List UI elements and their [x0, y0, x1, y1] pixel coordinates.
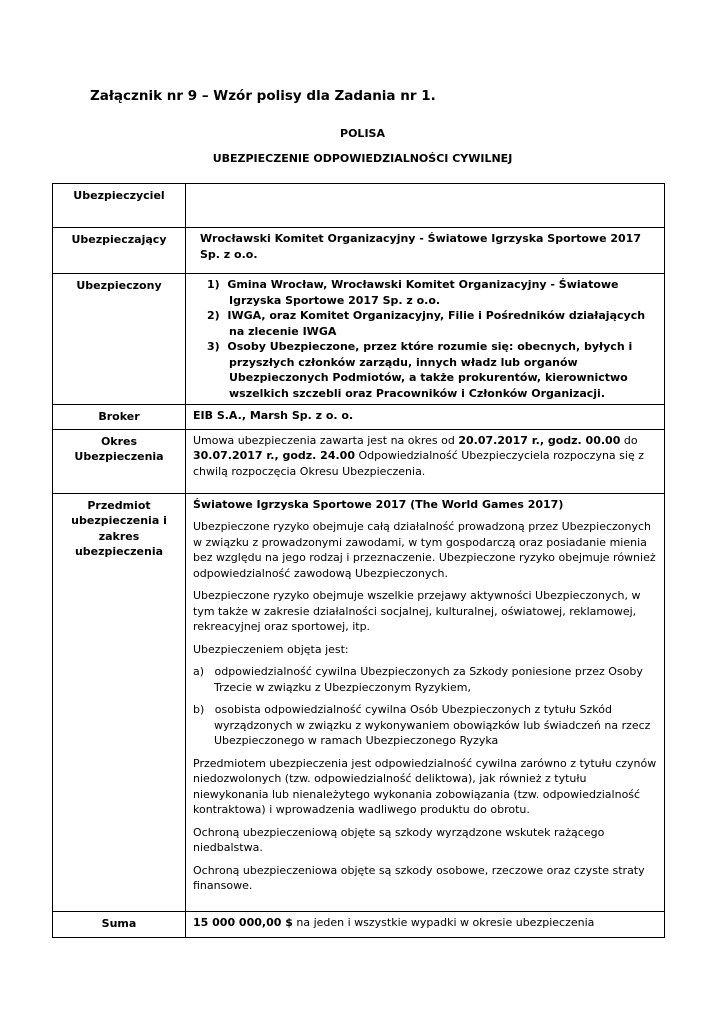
- insured-list: [193, 277, 658, 401]
- value-scope: [186, 493, 665, 911]
- value-period: [186, 429, 665, 493]
- insured-item: [199, 277, 658, 308]
- document-heading: Załącznik nr 9 – Wzór polisy dla Zadania nr 1.: [90, 88, 436, 104]
- scope-item-letter: a): [193, 665, 205, 678]
- row-broker: [53, 405, 665, 430]
- row-insured: [53, 274, 665, 405]
- insured-item: [199, 308, 658, 339]
- insured-item-text: Osoby Ubezpieczone, przez które rozumie się: obecnych, byłych i przyszłych członków zarządu, innych władz lub organów Ubezpieczonych Podmiotów, a także prokurentów, kierownictwo wszelkich szczebli oraz Pracowników i Członków Organizacji.: [227, 340, 633, 400]
- scope-list-item: [193, 702, 658, 749]
- scope-event-title: Światowe Igrzyska Sportowe 2017 (The World Games 2017): [193, 497, 564, 511]
- scope-paragraph-2: Ubezpieczone ryzyko obejmuje wszelkie przejawy aktywności Ubezpieczonych, w tym także w zakresie działalności socjalnej, kulturalnej, oświatowej, reklamowej, rekreacyjnej oraz sportowej, itp.: [193, 589, 641, 633]
- period-text-3: Odpowiedzialność Ubezpieczyciela rozpoczyna się z chwilą rozpoczęcia Okresu Ubezpieczenia.: [193, 449, 644, 478]
- document-subtitle: UBEZPIECZENIE ODPOWIEDZIALNOŚCI CYWILNEJ: [212, 152, 513, 165]
- scope-list: [193, 664, 658, 749]
- period-end: 30.07.2017 r., godz. 24.00: [193, 449, 355, 462]
- scope-item-text: odpowiedzialność cywilna Ubezpieczonych za Szkody poniesione przez Osoby Trzecie w związku z Ubezpieczonym Ryzykiem,: [214, 665, 643, 694]
- row-policyholder: [53, 228, 665, 274]
- value-sum: [186, 911, 665, 937]
- sum-text: na jeden i wszystkie wypadki w okresie ubezpieczenia: [292, 915, 595, 929]
- period-text-1: Umowa ubezpieczenia zawarta jest na okres od: [193, 433, 459, 447]
- scope-paragraph-6: Ochroną ubezpieczeniowa objęte są szkody osobowe, rzeczowe oraz czyste straty finansowe.: [193, 863, 645, 892]
- policy-table: [52, 183, 665, 938]
- scope-paragraph-4: Przedmiotem ubezpieczenia jest odpowiedzialność cywilna zarówno z tytułu czynów niedozwolonych (tzw. odpowiedzialność deliktowa), jak również z tytułu niewykonania lub nienależytego wykonania zobowiązania (tzw. odpowiedzialność kontraktowa) i wprowadzenia wadliwego produktu do obrotu.: [193, 756, 657, 816]
- value-broker: EIB S.A., Marsh Sp. z o. o.: [186, 405, 665, 430]
- value-policyholder-cell: [186, 228, 665, 274]
- row-sum: [53, 911, 665, 937]
- scope-item-letter: b): [193, 703, 205, 716]
- value-insurer: [186, 184, 665, 228]
- scope-paragraph-3: Ubezpieczeniem objęta jest:: [193, 642, 349, 656]
- insured-item-text: Gmina Wrocław, Wrocławski Komitet Organizacyjny - Światowe Igrzyska Sportowe 2017 Sp. z o.o.: [227, 278, 619, 307]
- period-start: 20.07.2017 r., godz. 00.00: [458, 433, 621, 447]
- label-period: Okres Ubezpieczenia: [53, 429, 186, 493]
- row-scope: [53, 493, 665, 911]
- label-policyholder: Ubezpieczający: [53, 228, 186, 274]
- scope-paragraph-1: Ubezpieczone ryzyko obejmuje całą działalność prowadzoną przez Ubezpieczonych w związku z prowadzonymi zawodami, w tym gospodarczą oraz posiadanie mienia bez względu na jego rodzaj i przeznaczenie. Ubezpieczone ryzyko obejmuje również odpowiedzialność zawodową Ubezpieczonych.: [193, 520, 656, 580]
- value-policyholder: Wrocławski Komitet Organizacyjny - Światowe Igrzyska Sportowe 2017 Sp. z o.o.: [200, 232, 641, 261]
- row-period: [53, 429, 665, 493]
- insured-item: [199, 339, 658, 401]
- document-title: POLISA: [340, 127, 385, 140]
- scope-paragraph-5: Ochroną ubezpieczeniową objęte są szkody wyrządzone wskutek rażącego niedbalstwa.: [193, 825, 605, 854]
- value-insured: [186, 274, 665, 405]
- scope-list-item: [193, 664, 658, 695]
- insured-item-text: IWGA, oraz Komitet Organizacyjny, Filie i Pośredników działających na zlecenie IWGA: [227, 309, 646, 338]
- label-sum: Suma: [53, 911, 186, 937]
- period-text-2: do: [620, 433, 638, 447]
- insured-item-num: 1): [207, 278, 220, 291]
- insured-item-num: 3): [207, 340, 220, 353]
- label-scope: Przedmiot ubezpieczenia i zakres ubezpieczenia: [53, 493, 186, 911]
- row-insurer: [53, 184, 665, 228]
- insured-item-num: 2): [207, 309, 220, 322]
- scope-item-text: osobista odpowiedzialność cywilna Osób Ubezpieczonych z tytułu Szkód wyrządzonych w związku z wykonywaniem obowiązków lub świadczeń na rzecz Ubezpieczonego w ramach Ubezpieczonego Ryzyka: [214, 703, 651, 747]
- label-insurer: Ubezpieczyciel: [53, 184, 186, 228]
- label-insured: Ubezpieczony: [53, 274, 186, 405]
- label-broker: Broker: [53, 405, 186, 430]
- sum-amount: 15 000 000,00 $: [193, 915, 293, 929]
